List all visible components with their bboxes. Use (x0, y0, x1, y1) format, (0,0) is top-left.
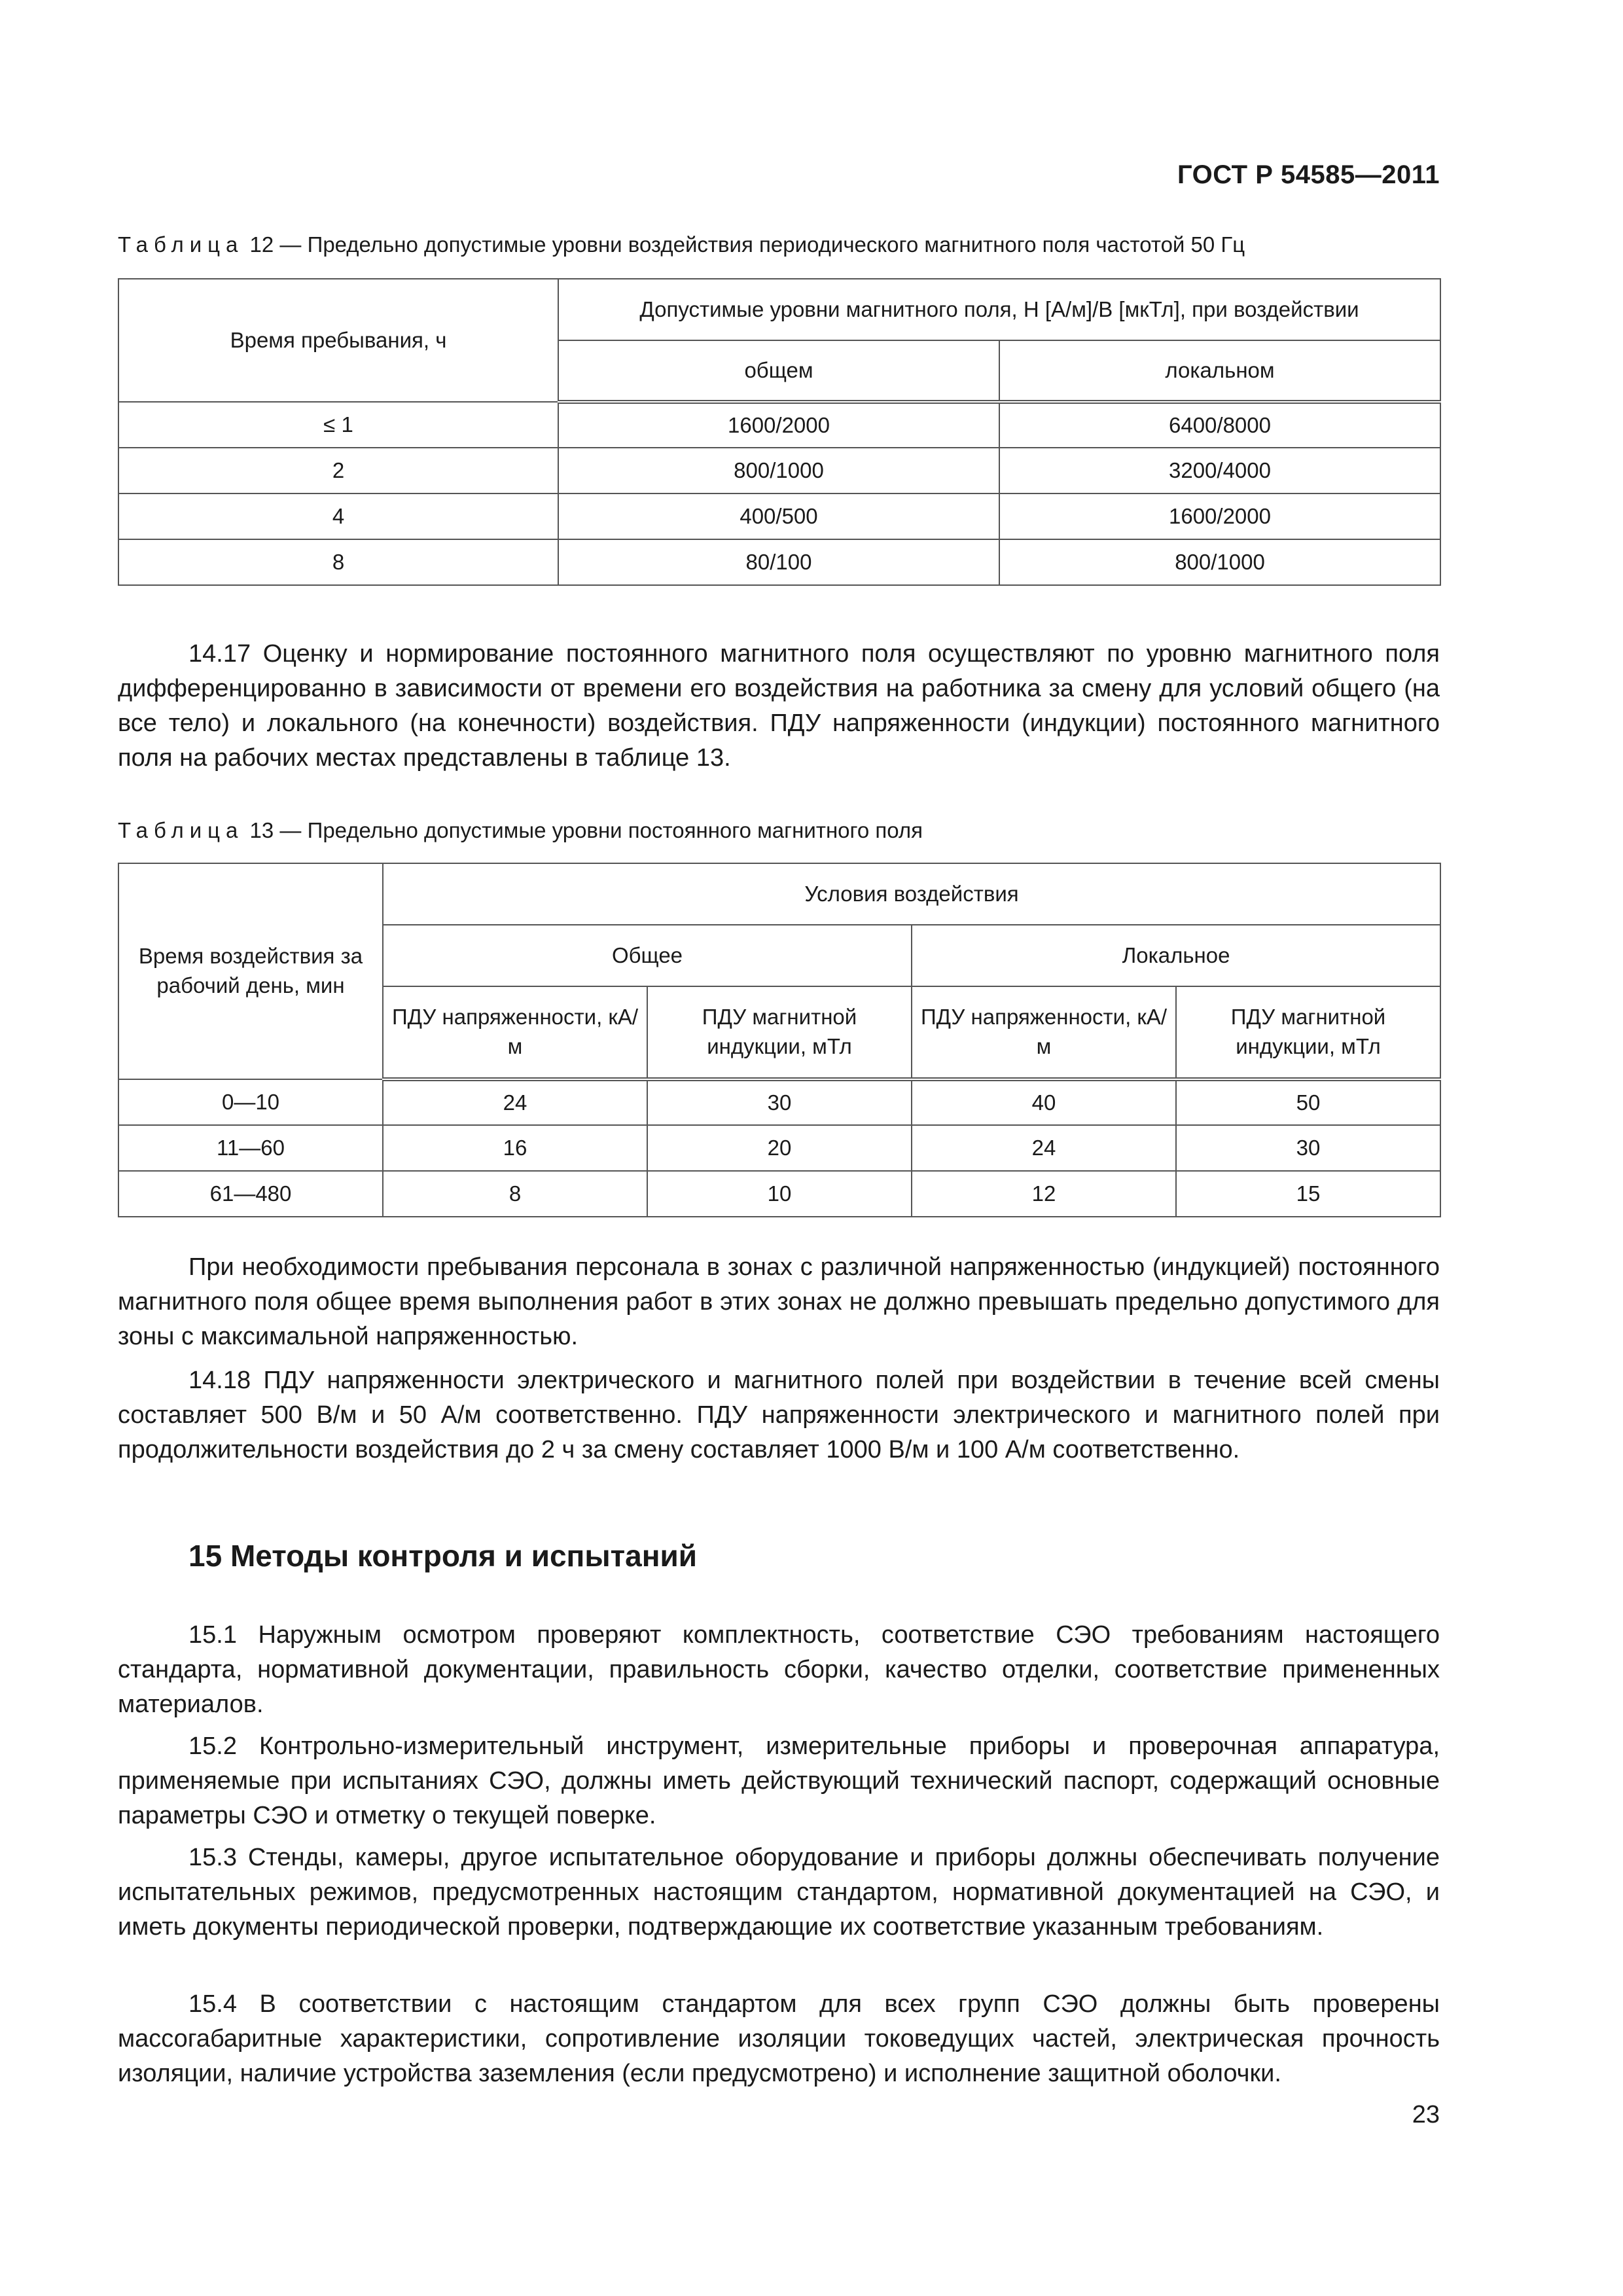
paragraph-after-table-13: При необходимости пребывания персонала в зонах с различной напряженностью (индукцией) постоянного магнитного поля общее время выполнения работ в этих зонах не должно превышать предельно допустимого для зоны с максимальной напряженностью. (118, 1253, 1440, 1350)
table-row (118, 1079, 1440, 1125)
section-15-heading: 15 Методы контроля и испытаний (188, 1539, 698, 1573)
paragraph-15-3: 15.3 Стенды, камеры, другое испытательное оборудование и приборы должны обеспечивать получение испытательных режимов, предусмотренных настоящим стандартом, нормативной документацией на СЭО, и иметь документы периодической проверки, подтверждающие их соответствие указанным требованиям. (118, 1844, 1440, 1941)
table-cell: 1600/2000 (558, 402, 999, 448)
table-13-header-local: Локальное (912, 925, 1440, 986)
table-cell: 20 (647, 1125, 912, 1171)
table-13-caption (118, 818, 923, 843)
table-13-header-conditions: Условия воздействия (383, 863, 1440, 925)
table-row (118, 539, 1440, 585)
table-13 (118, 863, 1441, 1217)
paragraph-15-1: 15.1 Наружным осмотром проверяют комплектность, соответствие СЭО требованиям настоящего стандарта, нормативной документации, правильность сборки, качество отделки, соответствие примененных материалов. (118, 1621, 1440, 1718)
table-13-header-local-tension: ПДУ напряженности, кА/м (912, 986, 1176, 1079)
table-row (118, 1171, 1440, 1217)
table-12-header-levels: Допустимые уровни магнитного поля, H [А/м]/B [мкТл], при воздействии (558, 279, 1440, 340)
table-cell: 61—480 (118, 1171, 383, 1217)
table-12-caption-word: Таблица (118, 232, 244, 257)
table-cell: ≤ 1 (118, 402, 558, 448)
table-13-header-general-tension: ПДУ напряженности, кА/м (383, 986, 647, 1079)
table-row (118, 1125, 1440, 1171)
table-cell: 400/500 (558, 493, 999, 539)
table-cell: 24 (912, 1125, 1176, 1171)
table-cell: 10 (647, 1171, 912, 1217)
table-cell: 30 (647, 1079, 912, 1125)
table-12-header-general: общем (558, 340, 999, 402)
table-cell: 12 (912, 1171, 1176, 1217)
table-cell: 3200/4000 (999, 448, 1440, 493)
table-cell: 4 (118, 493, 558, 539)
table-cell: 50 (1176, 1079, 1440, 1125)
table-cell: 40 (912, 1079, 1176, 1125)
page-number: 23 (1412, 2101, 1440, 2128)
table-cell: 8 (383, 1171, 647, 1217)
table-13-caption-text: 13 — Предельно допустимые уровни постоянного магнитного поля (243, 818, 923, 842)
table-cell: 8 (118, 539, 558, 585)
table-13-caption-word: Таблица (118, 818, 244, 842)
table-cell: 800/1000 (558, 448, 999, 493)
table-row (118, 402, 1440, 448)
paragraph-14-17: 14.17 Оценку и нормирование постоянного магнитного поля осуществляют по уровню магнитного поля дифференцированно в зависимости от времени его воздействия на работника за смену для условий общего (на все тело) и локального (на конечности) воздействия. ПДУ напряженности (индукции) постоянного магнитного поля на рабочих местах представлены в таблице 13. (118, 640, 1440, 772)
document-code: ГОСТ Р 54585—2011 (1177, 160, 1440, 189)
table-13-header-general: Общее (383, 925, 912, 986)
table-row (118, 493, 1440, 539)
document-page (118, 0, 1440, 2296)
table-cell: 6400/8000 (999, 402, 1440, 448)
table-cell: 15 (1176, 1171, 1440, 1217)
table-12 (118, 278, 1441, 586)
table-cell: 11—60 (118, 1125, 383, 1171)
table-cell: 800/1000 (999, 539, 1440, 585)
table-12-caption (118, 232, 1245, 257)
paragraph-14-18: 14.18 ПДУ напряженности электрического и магнитного полей при воздействии в течение всей смены составляет 500 В/м и 50 А/м соответственно. ПДУ напряженности электрического и магнитного полей при продолжительности воздействия до 2 ч за смену составляет 1000 В/м и 100 А/м соответственно. (118, 1367, 1440, 1463)
table-13-header-local-induction: ПДУ магнитной индукции, мТл (1176, 986, 1440, 1079)
table-cell: 16 (383, 1125, 647, 1171)
table-cell: 80/100 (558, 539, 999, 585)
table-12-header-time: Время пребывания, ч (118, 279, 558, 402)
table-row (118, 448, 1440, 493)
table-cell: 2 (118, 448, 558, 493)
table-12-header-local: локальном (999, 340, 1440, 402)
table-12-caption-text: 12 — Предельно допустимые уровни воздействия периодического магнитного поля частотой 50 Гц (243, 232, 1245, 257)
table-cell: 30 (1176, 1125, 1440, 1171)
table-13-header-time: Время воздействия за рабочий день, мин (118, 863, 383, 1079)
paragraph-15-2: 15.2 Контрольно-измерительный инструмент, измерительные приборы и проверочная аппаратура, применяемые при испытаниях СЭО, должны иметь действующий технический паспорт, содержащий основные параметры СЭО и отметку о текущей поверке. (118, 1732, 1440, 1829)
table-13-header-general-induction: ПДУ магнитной индукции, мТл (647, 986, 912, 1079)
table-cell: 0—10 (118, 1079, 383, 1125)
table-cell: 24 (383, 1079, 647, 1125)
paragraph-15-4: 15.4 В соответствии с настоящим стандартом для всех групп СЭО должны быть проверены массогабаритные характеристики, сопротивление изоляции токоведущих частей, электрическая прочность изоляции, наличие устройства заземления (если предусмотрено) и исполнение защитной оболочки. (118, 1990, 1440, 2087)
table-cell: 1600/2000 (999, 493, 1440, 539)
